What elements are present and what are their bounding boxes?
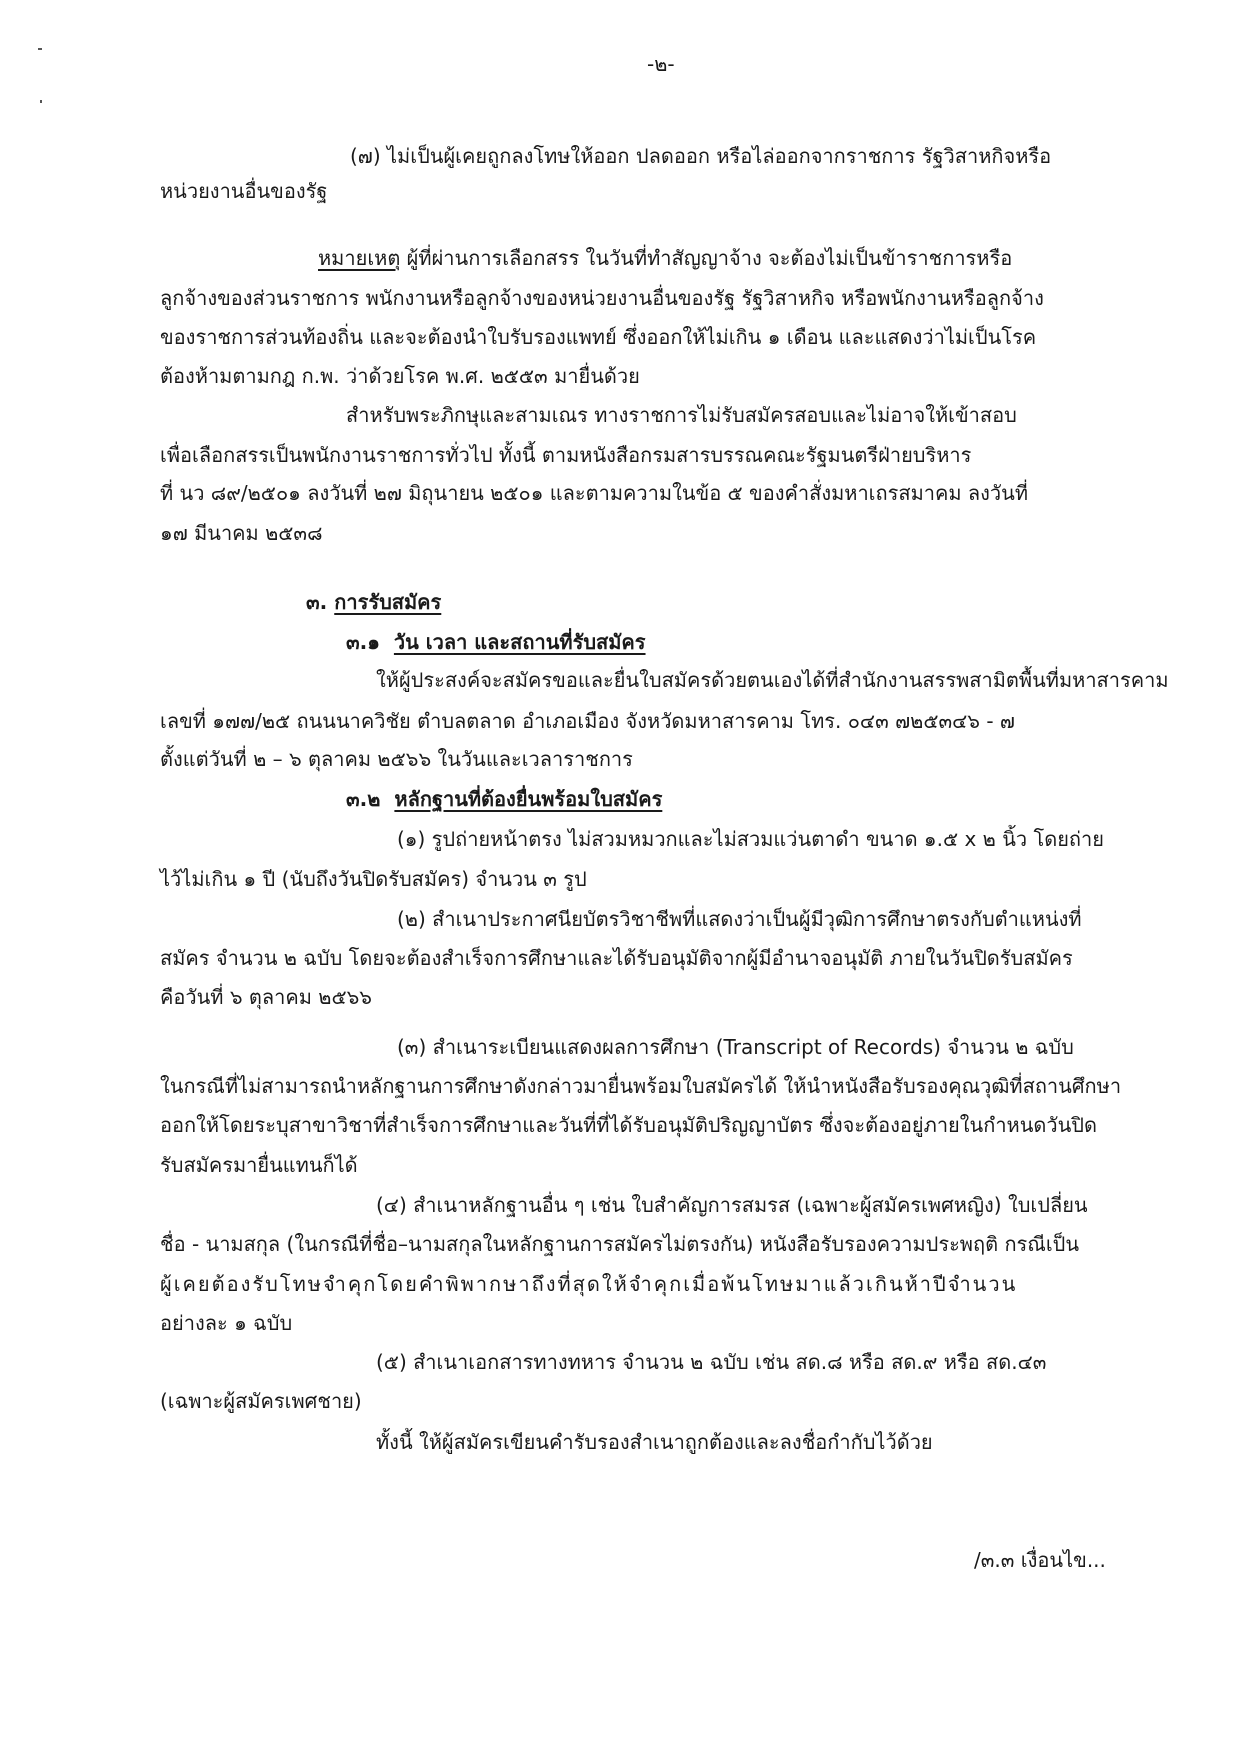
monk-line4: ๑๗ มีนาคม ๒๕๓๘ xyxy=(160,521,323,545)
s31-heading xyxy=(346,627,646,657)
scan-speck xyxy=(38,48,42,50)
item2-line3: คือวันที่ ๖ ตุลาคม ๒๕๖๖ xyxy=(160,985,372,1009)
item5-line2: (เฉพาะผู้สมัครเพศชาย) xyxy=(160,1389,362,1413)
scan-speck xyxy=(40,100,42,103)
closing-line: ทั้งนี้ ให้ผู้สมัครเขียนคำรับรองสำเนาถูกต้องและลงชื่อกำกับไว้ด้วย xyxy=(376,1430,933,1454)
item3-line4: รับสมัครมายื่นแทนก็ได้ xyxy=(160,1153,358,1177)
note-text: ผู้ที่ผ่านการเลือกสรร ในวันที่ทำสัญญาจ้าง จะต้องไม่เป็นข้าราชการหรือ xyxy=(400,246,1013,270)
s32-heading xyxy=(346,784,662,814)
section3-heading xyxy=(306,587,441,617)
item3-line3: ออกให้โดยระบุสาขาวิชาที่สำเร็จการศึกษาและวันที่ที่ได้รับอนุมัติปริญญาบัตร ซึ่งจะต้องอยู่ภายในกำหนดวันปิด xyxy=(160,1113,1097,1137)
note-label: หมายเหตุ xyxy=(318,246,401,270)
note-line1 xyxy=(318,243,1012,273)
note-line2: ลูกจ้างของส่วนราชการ พนักงานหรือลูกจ้างของหน่วยงานอื่นของรัฐ รัฐวิสาหกิจ หรือพนักงานหรือลูกจ้าง xyxy=(160,286,1044,310)
item1-line2: ไว้ไม่เกิน ๑ ปี (นับถึงวันปิดรับสมัคร) จำนวน ๓ รูป xyxy=(160,867,587,891)
para7-line2: หน่วยงานอื่นของรัฐ xyxy=(160,179,328,203)
monk-line2: เพื่อเลือกสรรเป็นพนักงานราชการทั่วไป ทั้งนี้ ตามหนังสือกรมสารบรรณคณะรัฐมนตรีฝ่ายบริหาร xyxy=(160,443,972,467)
item4-line2: ชื่อ - นามสกุล (ในกรณีที่ชื่อ–นามสกุลในหลักฐานการสมัครไม่ตรงกัน) หนังสือรับรองความประพฤติ กรณีเป็น xyxy=(160,1232,1080,1256)
s31-title: วัน เวลา และสถานที่รับสมัคร xyxy=(393,630,646,654)
continuation-marker: /๓.๓ เงื่อนไข... xyxy=(974,1548,1106,1572)
item2-line1: (๒) สำเนาประกาศนียบัตรวิชาชีพที่แสดงว่าเป็นผู้มีวุฒิการศึกษาตรงกับตำแหน่งที่ xyxy=(397,907,1082,931)
item1-line1: (๑) รูปถ่ายหน้าตรง ไม่สวมหมวกและไม่สวมแว่นตาดำ ขนาด ๑.๕ x ๒ นิ้ว โดยถ่าย xyxy=(397,827,1104,851)
note-line4: ต้องห้ามตามกฎ ก.พ. ว่าด้วยโรค พ.ศ. ๒๕๕๓ มายื่นด้วย xyxy=(160,364,640,388)
item4-line1: (๔) สำเนาหลักฐานอื่น ๆ เช่น ใบสำคัญการสมรส (เฉพาะผู้สมัครเพศหญิง) ใบเปลี่ยน xyxy=(376,1193,1088,1217)
s32-number: ๓.๒ xyxy=(346,787,381,811)
note-line3: ของราชการส่วนท้องถิ่น และจะต้องนำใบรับรองแพทย์ ซึ่งออกให้ไม่เกิน ๑ เดือน และแสดงว่าไม่เป็นโรค xyxy=(160,325,1037,349)
item3-line2: ในกรณีที่ไม่สามารถนำหลักฐานการศึกษาดังกล่าวมายื่นพร้อมใบสมัครได้ ให้นำหนังสือรับรองคุณวุฒิที่สถานศึกษา xyxy=(160,1074,1122,1098)
section3-title: การรับสมัคร xyxy=(334,590,442,614)
monk-line3: ที่ นว ๘๙/๒๕๐๑ ลงวันที่ ๒๗ มิถุนายน ๒๕๐๑ และตามความในข้อ ๕ ของคำสั่งมหาเถรสมาคม ลงวันที่ xyxy=(160,481,1029,505)
item4-line4: อย่างละ ๑ ฉบับ xyxy=(160,1311,293,1335)
item3-line1: (๓) สำเนาระเบียนแสดงผลการศึกษา (Transcript of Records) จำนวน ๒ ฉบับ xyxy=(397,1035,1074,1059)
s32-title: หลักฐานที่ต้องยื่นพร้อมใบสมัคร xyxy=(394,787,663,811)
s31-line3: ตั้งแต่วันที่ ๒ – ๖ ตุลาคม ๒๕๖๖ ในวันและเวลาราชการ xyxy=(160,747,633,771)
page-number: -๒- xyxy=(647,52,675,76)
item2-line2: สมัคร จำนวน ๒ ฉบับ โดยจะต้องสำเร็จการศึกษาและได้รับอนุมัติจากผู้มีอำนาจอนุมัติ ภายในวันปิดรับสมัคร xyxy=(160,946,1073,970)
s31-line1: ให้ผู้ประสงค์จะสมัครขอและยื่นใบสมัครด้วยตนเองได้ที่สำนักงานสรรพสามิตพื้นที่มหาสารคาม xyxy=(376,668,1169,692)
s31-number: ๓.๑ xyxy=(346,630,380,654)
item5-line1: (๕) สำเนาเอกสารทางทหาร จำนวน ๒ ฉบับ เช่น สด.๘ หรือ สด.๙ หรือ สด.๔๓ xyxy=(376,1350,1047,1374)
section3-number: ๓. xyxy=(306,590,328,614)
s31-line2: เลขที่ ๑๗๗/๒๕ ถนนนาควิชัย ตำบลตลาด อำเภอเมือง จังหวัดมหาสารคาม โทร. ๐๔๓ ๗๒๕๓๔๖ - ๗ xyxy=(160,709,1015,733)
monk-line1: สำหรับพระภิกษุและสามเณร ทางราชการไม่รับสมัครสอบและไม่อาจให้เข้าสอบ xyxy=(346,403,1017,427)
para7-line1: (๗) ไม่เป็นผู้เคยถูกลงโทษให้ออก ปลดออก หรือไล่ออกจากราชการ รัฐวิสาหกิจหรือ xyxy=(350,144,1052,168)
item4-line3: ผู้เคยต้องรับโทษจำคุกโดยคำพิพากษาถึงที่สุดให้จำคุกเมื่อพ้นโทษมาแล้วเกินห้าปีจำนวน xyxy=(160,1272,1018,1296)
